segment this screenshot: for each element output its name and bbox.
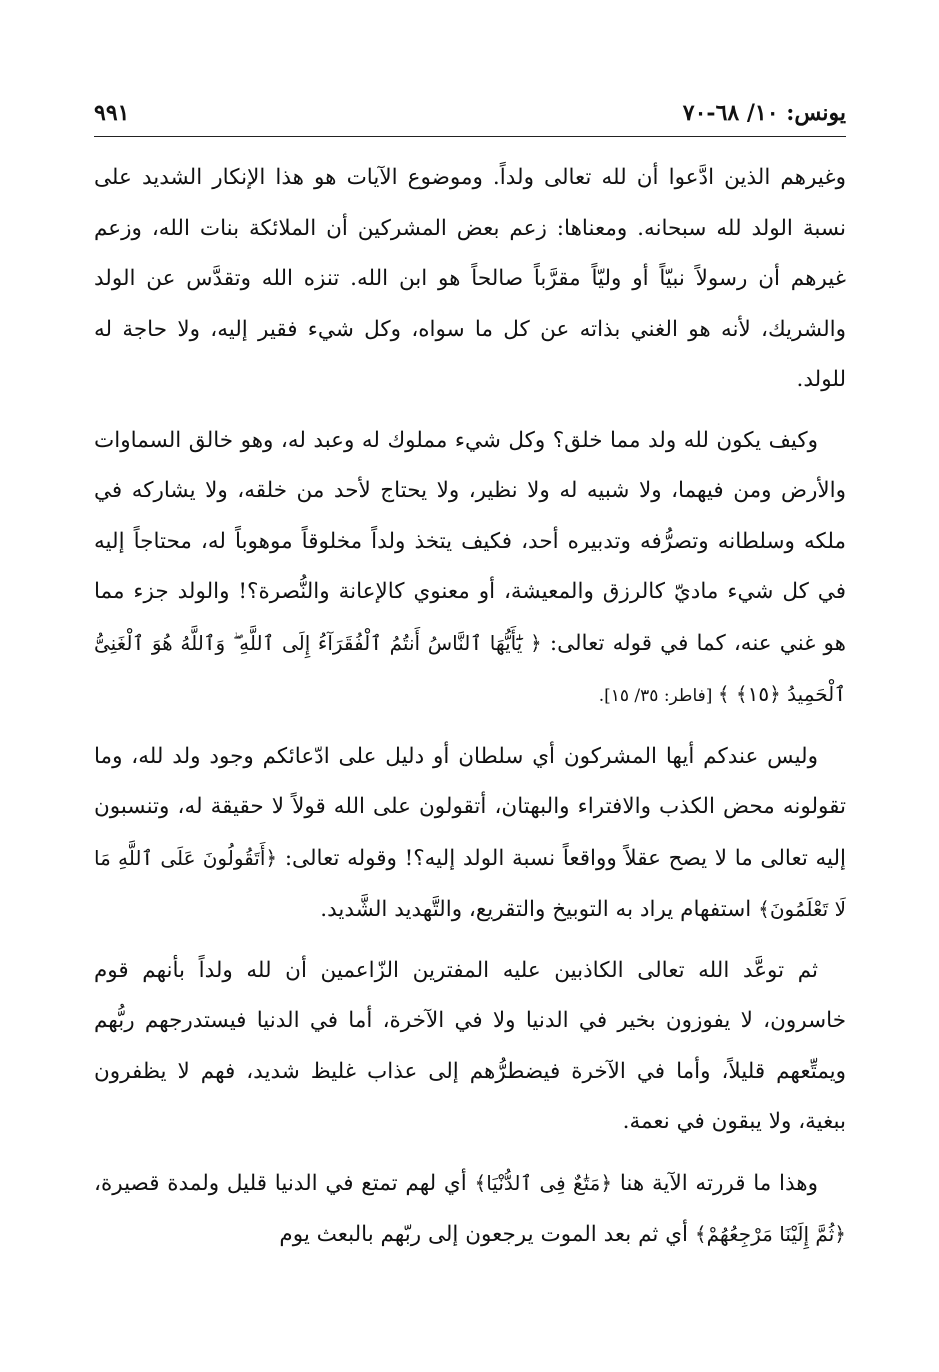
paragraph-5-text-middle: أي لهم تمتع في الدنيا قليل ولمدة قصيرة، <box>94 1170 475 1196</box>
paragraph-2 <box>94 416 846 722</box>
page-number: ٩٩١ <box>94 100 130 126</box>
paragraph-4 <box>94 946 846 1148</box>
paragraph-5 <box>94 1158 846 1261</box>
paragraph-1 <box>94 153 846 406</box>
paragraph-3-text: وليس عندكم أيها المشركون أي سلطان أو دليل على ادّعائكم وجود ولد لله، وما تقولونه محض الكذب والافتراء والبهتان، أتقولون على الله قولاً لا حقيقة له، وتنسبون إليه تعالى ما لا يصح عقلاً وواقعاً نسبة الولد إليه؟! وقوله تعالى: <box>94 743 847 871</box>
paragraph-2-text: وكيف يكون لله ولد مما خلق؟ وكل شيء مملوك له وعبد له، وهو خالق السماوات والأرض ومن فيهما، ولا شبيه له ولا نظير، ولا يحتاج لأحد من خلقه، ولا يشاركه في ملكه وسلطانه وتصرُّفه وتدبيره أحد، فكيف يتخذ ولداً مخلوقاً موهوباً له، محتاجاً إليه في كل شيء ماديّ كالرزق والمعيشة، أو معنوي كالإعانة والنُّصرة؟! والولد جزء مما هو غني عنه، كما في قوله تعالى: <box>94 427 847 656</box>
paragraph-5-text-after: أي ثم بعد الموت يرجعون إلى ربّهم بالبعث يوم <box>279 1222 695 1247</box>
body-text <box>94 153 846 1261</box>
chapter-reference: يونس: ١٠/ ٦٨-٧٠ <box>682 100 846 126</box>
paragraph-4-text: ثم توعَّد الله تعالى الكاذبين عليه المفترين الزّاعمين أن لله ولداً بأنهم قوم خاسرون، لا يفوزون بخير في الدنيا ولا في الآخرة، أما في الدنيا فيستدرجهم ربُّهم ويمتِّعهم قليلاً، وأما في الآخرة فيضطرُّهم إلى عذاب غليظ شديد، فهم لا يظفرون ببغية، ولا يبقون في نعمة. <box>94 957 846 1134</box>
paragraph-3-text-after: استفهام يراد به التوبيخ والتقريع، والتَّهديد الشَّديد. <box>320 897 759 922</box>
quran-verse-fatir: ﴿ يَٰٓأَيُّهَا ٱلنَّاسُ أَنتُمُ ٱلْفُقَرَآءُ إِلَى ٱللَّهِ ۖ وَٱللَّهُ هُوَ ٱلْغَنِىُّ ٱلْحَمِيدُ ﴿١٥﴾ ﴾ <box>94 630 846 706</box>
quran-verse-atqulun: ﴿أَتَقُولُونَ عَلَى ٱللَّهِ مَا لَا تَعْلَمُونَ﴾ <box>94 845 846 921</box>
verse-reference: [فاطر: ٣٥/ ١٥]. <box>598 686 718 706</box>
paragraph-1-text: وغيرهم الذين ادَّعوا أن لله تعالى ولداً. وموضوع الآيات هو هذا الإنكار الشديد على نسبة الولد لله سبحانه. ومعناها: زعم بعض المشركين أن الملائكة بنات الله، وزعم غيرهم أن رسولاً نبيّاً أو وليّاً مقرَّباً صالحاً هو ابن الله. تنزه الله وتقدَّس عن الولد والشريك، لأنه هو الغني بذاته عن كل ما سواه، وكل شيء فقير إليه، ولا حاجة له للولد. <box>94 165 846 392</box>
quran-verse-mataun: ﴿مَتَٰعٌ فِى ٱلدُّنْيَا﴾ <box>474 1170 613 1195</box>
book-page <box>94 92 846 1352</box>
quran-verse-marjiuhum: ﴿ثُمَّ إِلَيْنَا مَرْجِعُهُمْ﴾ <box>694 1222 846 1246</box>
paragraph-3 <box>94 732 846 936</box>
page-header <box>94 92 846 137</box>
paragraph-5-text: وهذا ما قررته الآية هنا <box>612 1170 819 1196</box>
